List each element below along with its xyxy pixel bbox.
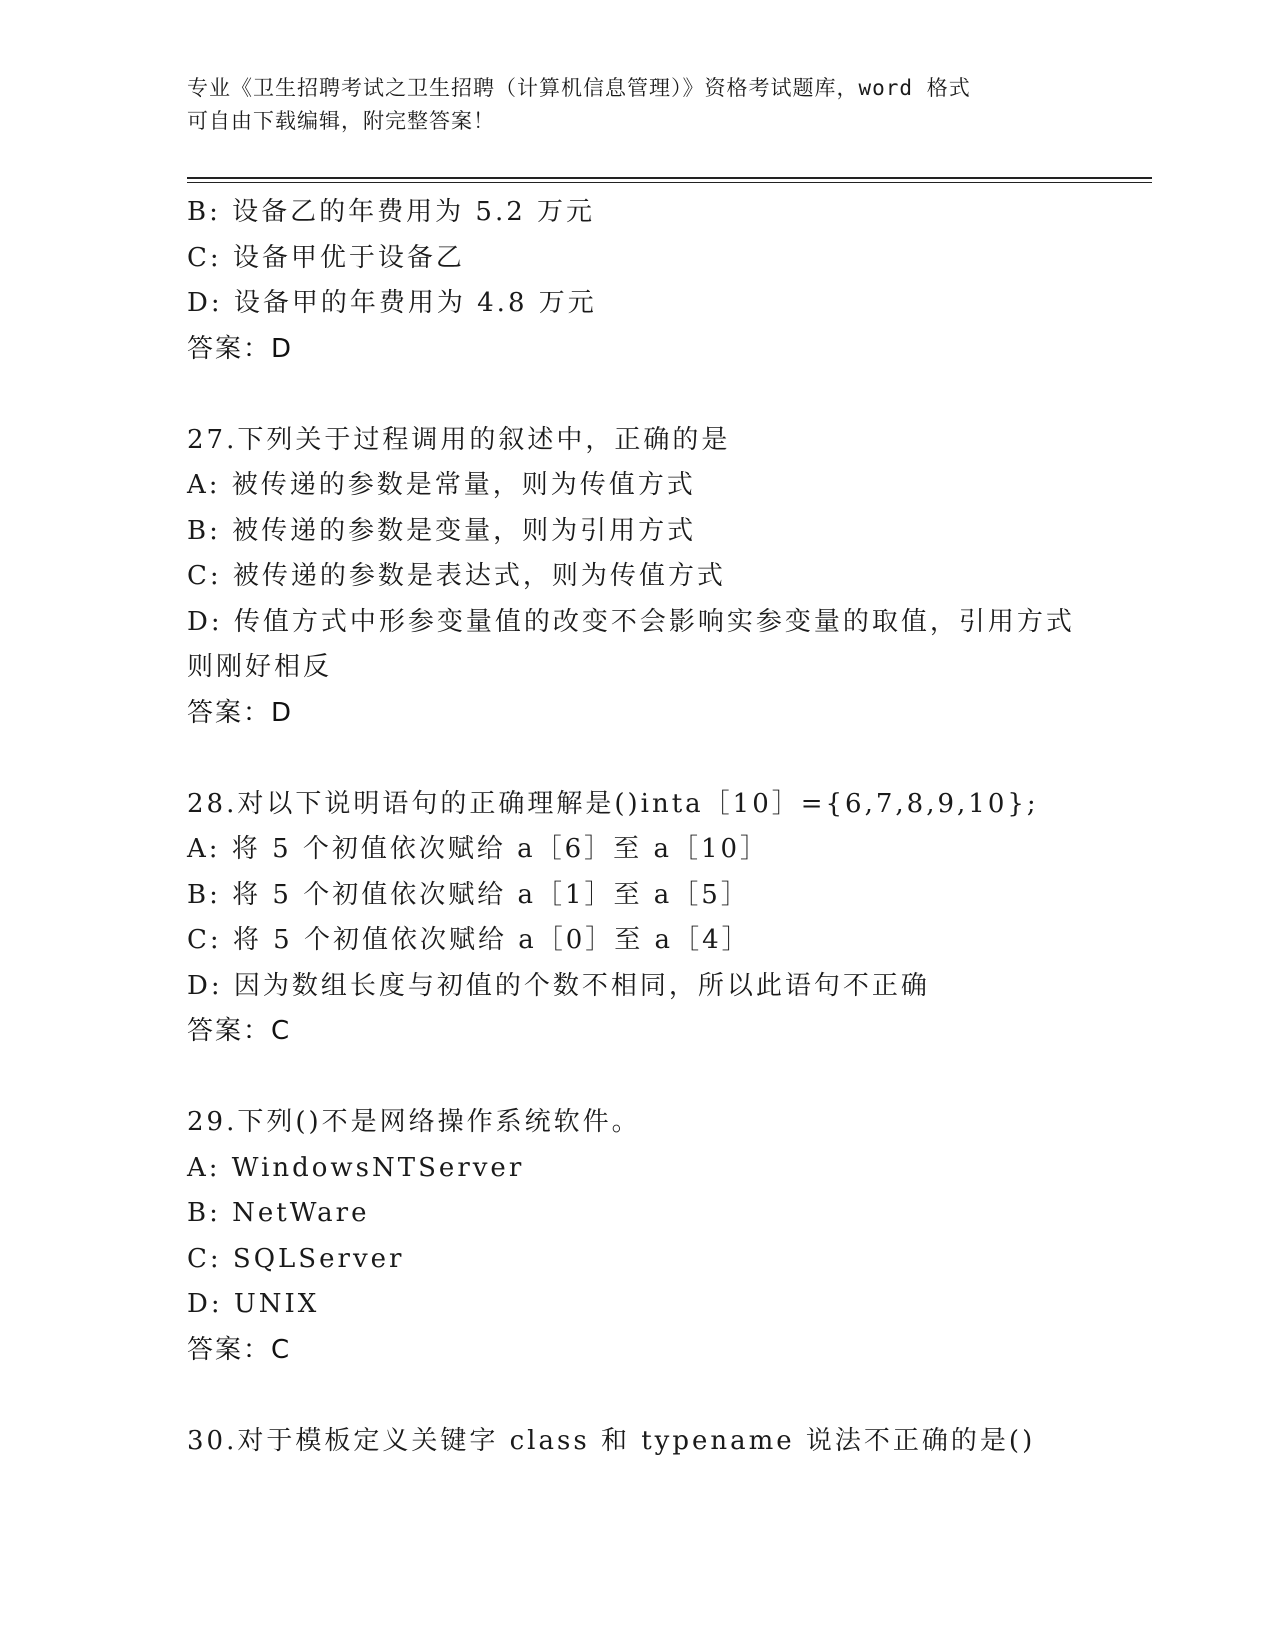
spacer [187, 1373, 1087, 1419]
option-a: A: WindowsNTServer [187, 1152, 525, 1183]
option-b: B: 被传递的参数是变量，则为引用方式 [187, 515, 697, 546]
spacer [187, 372, 1087, 418]
option-d: D: 因为数组长度与初值的个数不相同，所以此语句不正确 [187, 970, 930, 1001]
answer: 答案：D [187, 697, 294, 728]
option-d: D: 设备甲的年费用为 4.8 万元 [187, 288, 597, 318]
spacer [187, 1055, 1087, 1101]
option-c: C: 将 5 个初值依次赋给 a［0］至 a［4］ [187, 925, 751, 955]
question-30 [187, 1419, 1087, 1465]
question-text: 28.对以下说明语句的正确理解是()inta［10］={6,7,8,9,10}; [187, 788, 1039, 819]
header-rule-thick [187, 177, 1152, 179]
question-28 [187, 782, 1087, 1055]
question-text: 30.对于模板定义关键字 class 和 typename 说法不正确的是() [187, 1425, 1036, 1456]
option-c: C: 被传递的参数是表达式，则为传值方式 [187, 561, 726, 591]
option-b: B: 设备乙的年费用为 5.2 万元 [187, 197, 596, 227]
page-header [187, 72, 1067, 138]
answer: 答案：D [187, 333, 294, 364]
header-line-2: 可自由下载编辑，附完整答案！ [187, 109, 495, 133]
spacer [187, 736, 1087, 782]
question-27 [187, 418, 1087, 737]
header-line-1: 专业《卫生招聘考试之卫生招聘（计算机信息管理）》资格考试题库，word 格式 [187, 76, 971, 100]
answer: 答案：C [187, 1016, 292, 1046]
option-a: A: 被传递的参数是常量，则为传值方式 [187, 470, 696, 500]
option-b: B: 将 5 个初值依次赋给 a［1］至 a［5］ [187, 879, 750, 910]
option-d-continued: 则刚好相反 [187, 652, 333, 682]
question-26-tail [187, 190, 1087, 372]
option-c: C: 设备甲优于设备乙 [187, 242, 465, 273]
question-text: 27.下列关于过程调用的叙述中，正确的是 [187, 424, 731, 455]
option-a: A: 将 5 个初值依次赋给 a［6］至 a［10］ [187, 834, 770, 864]
option-d: D: 传值方式中形参变量值的改变不会影响实参变量的取值，引用方式 [187, 606, 1075, 637]
question-content [187, 190, 1087, 1464]
option-c: C: SQLServer [187, 1243, 405, 1274]
option-d: D: UNIX [187, 1289, 320, 1319]
question-29 [187, 1100, 1087, 1373]
option-b: B: NetWare [187, 1198, 370, 1228]
answer: 答案：C [187, 1334, 292, 1365]
question-text: 29.下列()不是网络操作系统软件。 [187, 1107, 641, 1137]
header-rule-thin [187, 182, 1152, 183]
